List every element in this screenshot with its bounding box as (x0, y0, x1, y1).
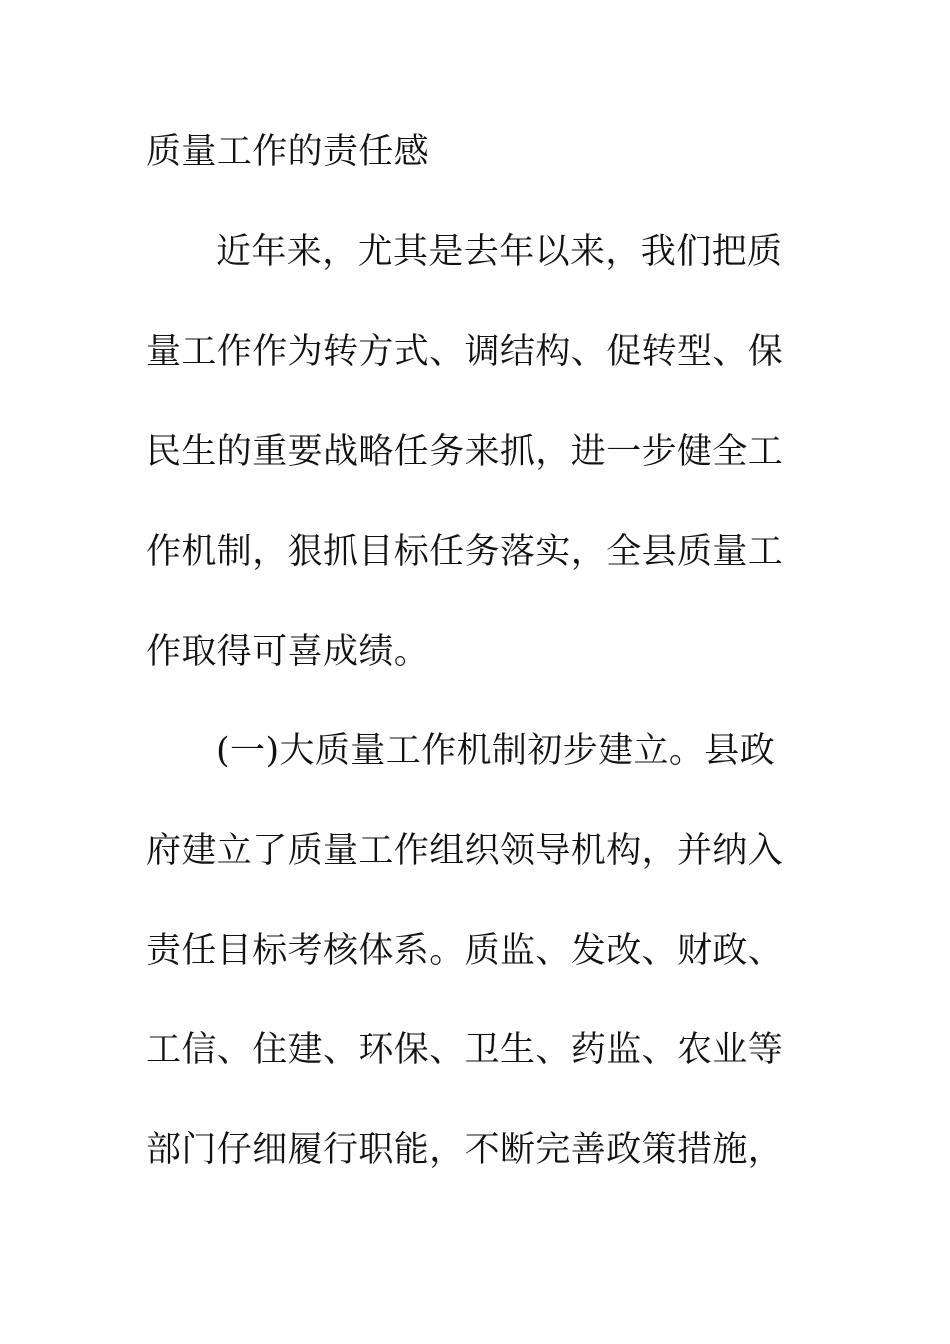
text-line-5: 作机制，狠抓目标任务落实，全县质量工 (146, 532, 784, 572)
text-line-9: 责任目标考核体系。质监、发改、财政、 (146, 931, 784, 971)
text-line-3: 量工作作为转方式、调结构、促转型、保 (146, 332, 784, 372)
text-line-6: 作取得可喜成绩。 (146, 632, 430, 672)
text-line-11: 部门仔细履行职能，不断完善政策措施， (146, 1130, 784, 1170)
text-line-4: 民生的重要战略任务来抓，进一步健全工 (146, 432, 784, 472)
text-line-8: 府建立了质量工作组织领导机构，并纳入 (146, 831, 784, 871)
text-line-2: 近年来，尤其是去年以来，我们把质 (216, 232, 783, 272)
text-line-7: (一)大质量工作机制初步建立。县政 (216, 731, 776, 771)
text-line-10: 工信、住建、环保、卫生、药监、农业等 (146, 1030, 784, 1070)
text-line-1: 质量工作的责任感 (146, 132, 430, 172)
